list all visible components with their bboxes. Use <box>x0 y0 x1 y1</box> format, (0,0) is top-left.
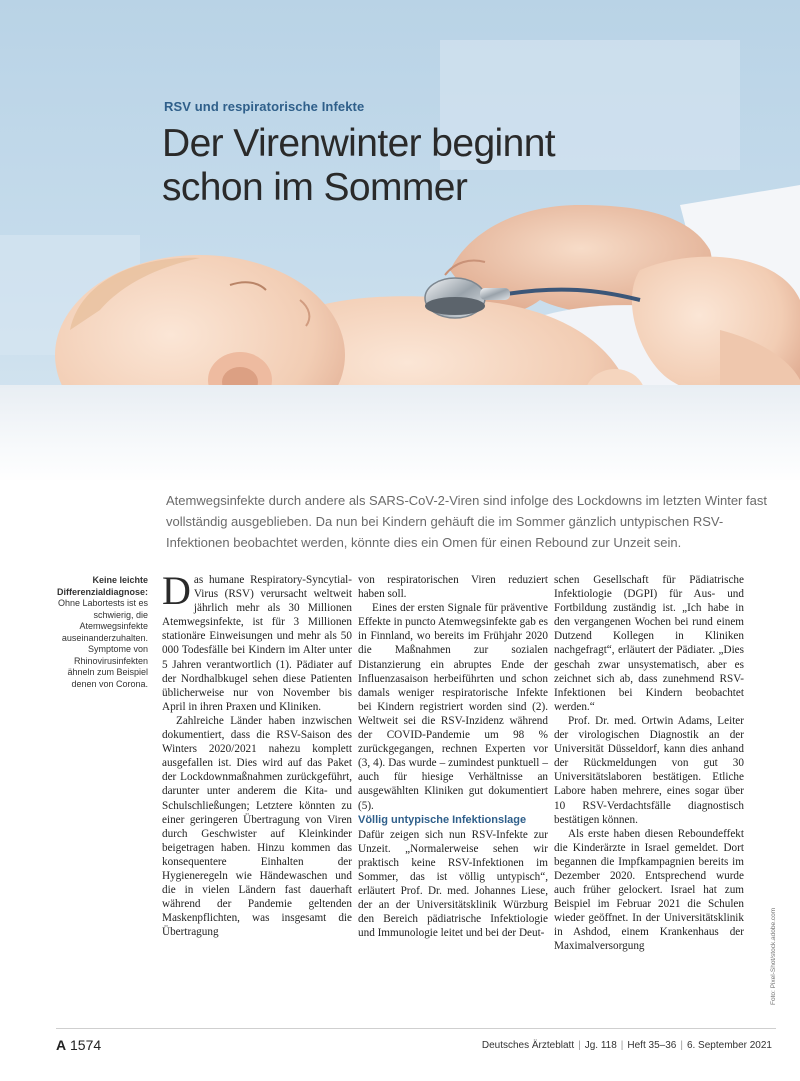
body-paragraph: schen Gesellschaft für Pädiatrische Infektiologie (DGPI) für Aus- und Fortbildung zuständig ist. „Ich habe in den vergangenen Wochen bei rund einem Dutzend Kollegen in Kliniken nachgefragt“, erläutert der Pädiater. „Dies geschah zwar unsystematisch, aber es zeichnet sich ab, dass zunehmend RSV-Infektionen bei Kindern beobachtet werden.“ <box>554 574 744 713</box>
body-paragraph: Als erste haben diesen Reboundeffekt die Kinderärzte in Israel gemeldet. Dort begannen die Impfkampagnien bereits im Dezember 2020. Entsprechend wurde auch früher gelockert. Israel hat zum Beispiel im Februar 2021 die Schulen wieder geöffnet. In der Universitätsklinik in Ashdod, einem Krankenhaus der Maximalversorgung <box>554 827 744 953</box>
body-paragraph: Eines der ersten Signale für präventive Effekte in puncto Atemwegsinfekte gab es in Finnland, wo bereits im Frühjahr 2020 die Maßnahmen zur sozialen Distanzierung ein abruptes Ende der Influenzasaison herbeiführten und schon damals weniger respiratorische Infekte bei Kindern registriert worden sind (2). Weltweit sei die RSV-Inzidenz während der COVID-Pandemie um 98 % zurückgegangen, rechnen Experten vor (3, 4). Das wurde – zumindest punktuell – auch für hiesige Verhältnisse an ausgewählten Kliniken gut dokumentiert (5). <box>358 602 548 812</box>
caption-text: Ohne Labortests ist es schwierig, die Atemwegsinfekte auseinanderzuhalten. Symptome von Rhinovirusinfekten ähneln zum Beispiel denen von Corona. <box>57 598 148 689</box>
journal-info <box>482 1040 772 1051</box>
body-paragraph: von respiratorischen Viren reduziert haben soll. <box>358 574 548 601</box>
title-line-2: schon im Sommer <box>162 166 468 209</box>
hero-photo <box>0 0 800 480</box>
blanket <box>0 385 800 480</box>
text-column-3 <box>554 573 744 954</box>
journal-name: Deutsches Ärzteblatt <box>481 1040 575 1051</box>
body-paragraph: Zahlreiche Länder haben inzwischen dokumentiert, dass die RSV-Saison des Winters 2020/2021 nahezu komplett ausgefallen ist. Dies wird auf das Paket der Lockdownmaßnahmen zurückgeführt, darunter unter anderem die Kita- und Schulschließungen; Letztere könnten zu einer geringeren Übertragung von Viren durch Geschwister auf Kleinkinder beigetragen haben. Hinzu kommen das konsequentere Einhalten der Hygieneregeln wie Händewaschen und die in vielen Ländern fast dauerhaft während der Pandemie geltenden Maskenpflichten, was insgesamt die Übertragung <box>162 714 352 939</box>
body-paragraph: Prof. Dr. med. Ortwin Adams, Leiter der virologischen Diagnostik an der Universität Düsseldorf, kann dies anhand der Rückmeldungen von gut 30 Universitätslaboren bestätigen. Etliche Labore haben mehrere, eines sogar über 10 RSV-Verdachtsfälle diagnostisch bestätigen können. <box>554 714 744 826</box>
footer-divider <box>56 1028 776 1029</box>
journal-issue: Heft 35–36 <box>627 1040 677 1051</box>
photo-credit: Foto: Pixel-Shot/stock.adobe.com <box>770 907 777 1005</box>
section-subheading: Völlig untypische Infektionslage <box>358 813 527 826</box>
title-line-1: Der Virenwinter beginnt <box>162 122 556 165</box>
text-column-1 <box>162 568 352 939</box>
page-digits: 1574 <box>70 1037 102 1053</box>
article-title <box>162 122 682 210</box>
article-lead: Atemwegsinfekte durch andere als SARS-CoV-2-Viren sind infolge des Lockdowns im letzten Winter fast vollständig ausgeblieben. Da nun bei Kindern gehäuft die im Sommer gänzlich untypischen RSV-Infektionen beobachtet werden, könnte dies ein Omen für einen Rebound zur Unzeit sein. <box>166 493 767 550</box>
paragraph-text: as humane Respiratory-Syncytial-Virus (RSV) verursacht weltweit jährlich mehr als 30 Millionen Atemwegsinfekte, ist für 3 Millionen stationäre Einweisungen und mehr als 50 000 Todesfälle bei Kindern im Alter unter 5 Jahren verantwortlich (1). Pädiater auf der Nordhalbkugel sehen diese Patienten üblicherweise nur von November bis April in ihren Praxen und Kliniken. <box>162 574 352 713</box>
separator: | <box>620 1040 624 1051</box>
separator: | <box>680 1040 683 1051</box>
journal-volume: Jg. 118 <box>584 1040 617 1051</box>
article-kicker: RSV und respiratorische Infekte <box>164 99 365 114</box>
body-paragraph <box>162 568 352 714</box>
page-letter: A <box>56 1037 67 1053</box>
page-number <box>56 1037 101 1053</box>
body-paragraph: Dafür zeigen sich nun RSV-Infekte zur Unzeit. „Normalerweise sehen wir praktisch keine RSV-Infektionen im Sommer, das ist völlig untypisch“, erläutert Prof. Dr. med. Johannes Liese, der an der Universitätsklinik Würzburg den Bereich pädiatrische Infektiologie und Immunologie leitet und bei der Deut- <box>358 828 548 940</box>
caption-title: Keine leichte Differenzialdiagnose: <box>56 575 148 597</box>
text-column-2 <box>358 573 548 940</box>
drop-cap: D <box>162 568 191 613</box>
separator: | <box>578 1040 581 1051</box>
journal-date: 6. September 2021 <box>686 1040 772 1051</box>
image-caption <box>56 575 148 690</box>
